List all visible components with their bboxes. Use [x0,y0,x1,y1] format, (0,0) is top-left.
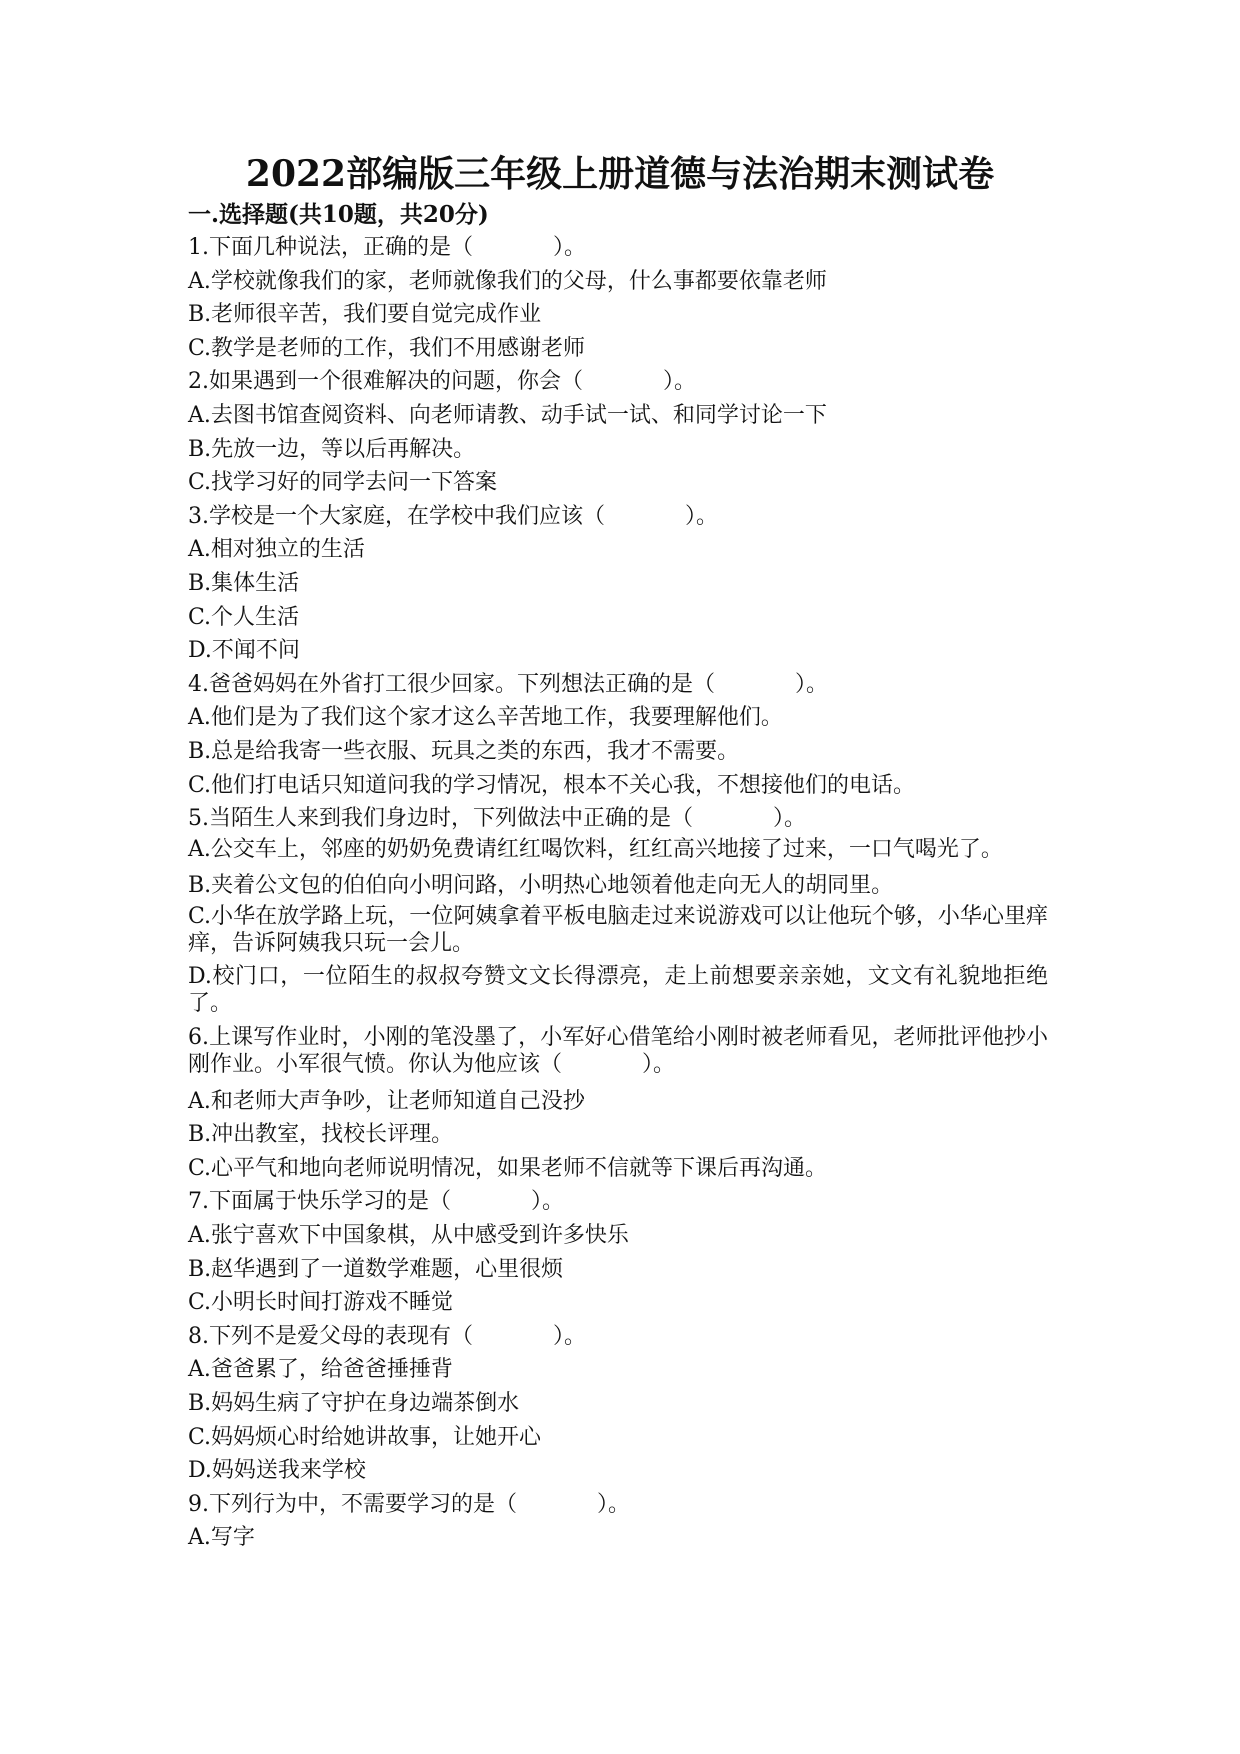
question-stem [188,1320,1048,1354]
question-text-end: ）。 [663,369,697,395]
option: A.张宁喜欢下中国象棋，从中感受到许多快乐 [188,1223,629,1249]
option: A.相对独立的生活 [188,537,365,563]
option: A.公交车上，邻座的奶奶免费请红红喝饮料，红红高兴地接了过来，一口气喝光了。 [188,836,1003,862]
option: B.集体生活 [188,570,300,596]
option: B.老师很辛苦，我们要自觉完成作业 [188,302,542,328]
question-text: 5.当陌生人来到我们身边时，下列做法中正确的是（ [188,806,693,832]
option: C.他们打电话只知道问我的学习情况，根本不关心我，不想接他们的电话。 [188,772,916,798]
option: C.小明长时间打游戏不睡觉 [188,1290,454,1316]
question-stem [188,1488,1048,1522]
option: C.妈妈烦心时给她讲故事，让她开心 [188,1424,542,1450]
question-text: 4.爸爸妈妈在外省打工很少回家。下列想法正确的是（ [188,671,715,697]
option: D.不闻不问 [188,638,300,664]
question-stem [188,231,1048,265]
question-text: 9.下列行为中，不需要学习的是（ [188,1491,517,1517]
question-stem [188,365,1048,399]
question-text-end: ）。 [597,1491,631,1517]
question-stem [188,668,1048,702]
exam-content [188,199,1048,1555]
option: C.小华在放学路上玩，一位阿姨拿着平板电脑走过来说游戏可以让他玩个够，小华心里痒痒，告诉阿姨我只玩一会儿。 [188,903,1048,956]
document-title: 2022部编版三年级上册道德与法治期末测试卷 [245,153,995,195]
question-stem [188,1024,1048,1085]
question-text: 8.下列不是爱父母的表现有（ [188,1323,473,1349]
question-text: 3.学校是一个大家庭，在学校中我们应该（ [188,503,605,529]
option: C.找学习好的同学去问一下答案 [188,470,498,496]
option: D.妈妈送我来学校 [188,1458,366,1484]
option: C.个人生活 [188,604,300,630]
section-heading: 一.选择题(共10题，共20分) [188,201,489,228]
option: B.夹着公文包的伯伯向小明问路，小明热心地领着他走向无人的胡同里。 [188,873,894,899]
question-text-end: ）。 [685,503,719,529]
option: B.赵华遇到了一道数学难题，心里很烦 [188,1256,564,1282]
question-stem [188,802,1048,836]
question-text-end: ）。 [773,806,807,832]
question-text: 6.上课写作业时，小刚的笔没墨了，小军好心借笔给小刚时被老师看见，老师批评他抄小刚作业。小军很气愤。你认为他应该（ [188,1025,1048,1078]
question-text-end: ）。 [642,1052,676,1078]
option: C.心平气和地向老师说明情况，如果老师不信就等下课后再沟通。 [188,1155,828,1181]
question-stem [188,500,1048,534]
question-text-end: ）。 [553,235,587,260]
question-text-end: ）。 [553,1323,587,1349]
question-text: 1.下面几种说法，正确的是（ [188,235,473,260]
question-text-end: ）。 [531,1189,565,1215]
option: A.学校就像我们的家，老师就像我们的父母，什么事都要依靠老师 [188,268,827,294]
option: D.校门口，一位陌生的叔叔夸赞文文长得漂亮，走上前想要亲亲她，文文有礼貌地拒绝了。 [188,964,1048,1017]
question-text: 7.下面属于快乐学习的是（ [188,1189,451,1215]
option: C.教学是老师的工作，我们不用感谢老师 [188,335,586,361]
option: B.总是给我寄一些衣服、玩具之类的东西，我才不需要。 [188,738,740,764]
option: A.写字 [188,1525,255,1551]
option: B.先放一边，等以后再解决。 [188,436,476,462]
option: B.冲出教室，找校长评理。 [188,1122,454,1148]
question-text: 2.如果遇到一个很难解决的问题，你会（ [188,369,583,395]
question-stem [188,1185,1048,1219]
option: A.他们是为了我们这个家才这么辛苦地工作，我要理解他们。 [188,705,783,731]
option: B.妈妈生病了守护在身边端茶倒水 [188,1391,520,1416]
option: A.和老师大声争吵，让老师知道自己没抄 [188,1088,585,1114]
option: A.去图书馆查阅资料、向老师请教、动手试一试、和同学讨论一下 [188,402,827,428]
question-text-end: ）。 [795,671,829,697]
option: A.爸爸累了，给爸爸捶捶背 [188,1357,453,1383]
